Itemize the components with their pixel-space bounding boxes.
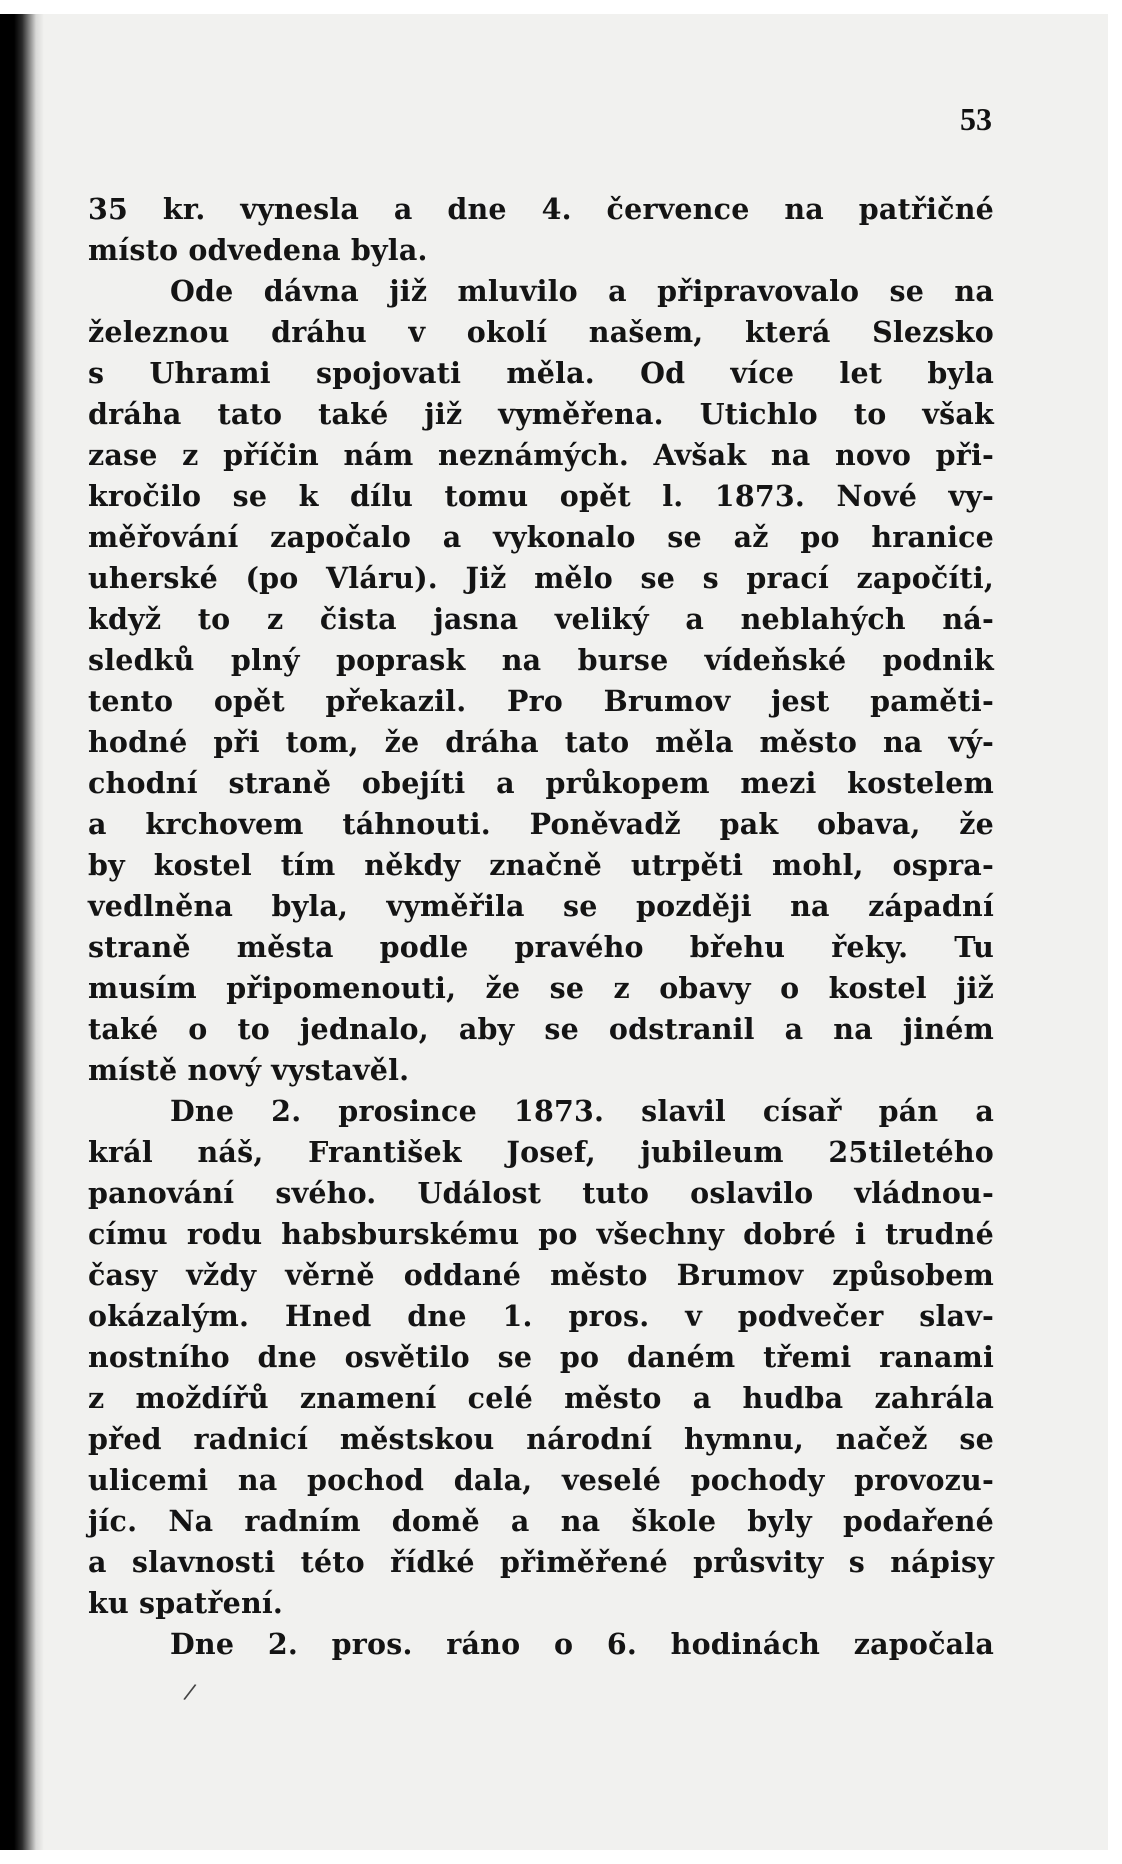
text-line: vedlněna byla, vyměřila se později na západní: [88, 889, 994, 923]
text-line: zase z příčin nám neznámých. Avšak na novo při-: [88, 438, 994, 472]
text-line: musím připomenouti, že se z obavy o kostel již: [88, 971, 994, 1005]
text-line: a krchovem táhnouti. Poněvadž pak obava, že: [88, 807, 994, 841]
text-line: měřování započalo a vykonalo se až po hranice: [88, 520, 994, 554]
stray-ink-mark: /: [181, 1679, 198, 1706]
text-line: železnou dráhu v okolí našem, která Slezsko: [88, 315, 994, 349]
text-line: ulicemi na pochod dala, veselé pochody provozu-: [88, 1463, 994, 1497]
body-text: [88, 189, 994, 1665]
text-line: sledků plný poprask na burse vídeňské podnik: [88, 643, 994, 677]
text-line: dráha tato také již vyměřena. Utichlo to však: [88, 397, 994, 431]
text-line: 35 kr. vynesla a dne 4. července na patřičné: [88, 192, 994, 226]
text-line: Ode dávna již mluvilo a připravovalo se na: [170, 274, 994, 308]
text-line: místo odvedena byla.: [88, 233, 428, 267]
text-line: jíc. Na radním domě a na škole byly podařené: [88, 1504, 994, 1538]
text-line: okázalým. Hned dne 1. pros. v podvečer slav-: [88, 1299, 994, 1333]
text-line: Dne 2. prosince 1873. slavil císař pán a: [170, 1094, 994, 1128]
page-number: 53: [960, 101, 992, 137]
text-line: straně města podle pravého břehu řeky. Tu: [88, 930, 994, 964]
text-line: kročilo se k dílu tomu opět l. 1873. Nové vy-: [88, 479, 994, 513]
text-line: uherské (po Vláru). Již mělo se s prací započíti,: [88, 561, 994, 595]
text-line: a slavnosti této řídké přiměřené průsvity s nápisy: [88, 1545, 994, 1579]
text-line: časy vždy věrně oddané město Brumov způsobem: [88, 1258, 994, 1292]
text-line: panování svého. Událost tuto oslavilo vládnou-: [88, 1176, 994, 1210]
text-line: tento opět překazil. Pro Brumov jest paměti-: [88, 684, 994, 718]
text-line: z moždířů znamení celé město a hudba zahrála: [88, 1381, 994, 1415]
text-line: nostního dne osvětilo se po daném třemi ranami: [88, 1340, 994, 1374]
text-line: také o to jednalo, aby se odstranil a na jiném: [88, 1012, 994, 1046]
text-line: místě nový vystavěl.: [88, 1053, 410, 1087]
text-line: chodní straně obejíti a průkopem mezi kostelem: [88, 766, 994, 800]
text-line: když to z čista jasna veliký a neblahých ná-: [88, 602, 994, 636]
text-line: Dne 2. pros. ráno o 6. hodinách započala: [170, 1627, 994, 1661]
text-line: král náš, František Josef, jubileum 25tiletého: [88, 1135, 994, 1169]
text-line: címu rodu habsburskému po všechny dobré i trudné: [88, 1217, 994, 1251]
text-line: hodné při tom, že dráha tato měla město na vý-: [88, 725, 994, 759]
text-line: ku spatření.: [88, 1586, 284, 1620]
book-binding-edge: [0, 14, 44, 1850]
text-line: před radnicí městskou národní hymnu, načež se: [88, 1422, 994, 1456]
text-line: s Uhrami spojovati měla. Od více let byla: [88, 356, 994, 390]
text-line: by kostel tím někdy značně utrpěti mohl, ospra-: [88, 848, 994, 882]
